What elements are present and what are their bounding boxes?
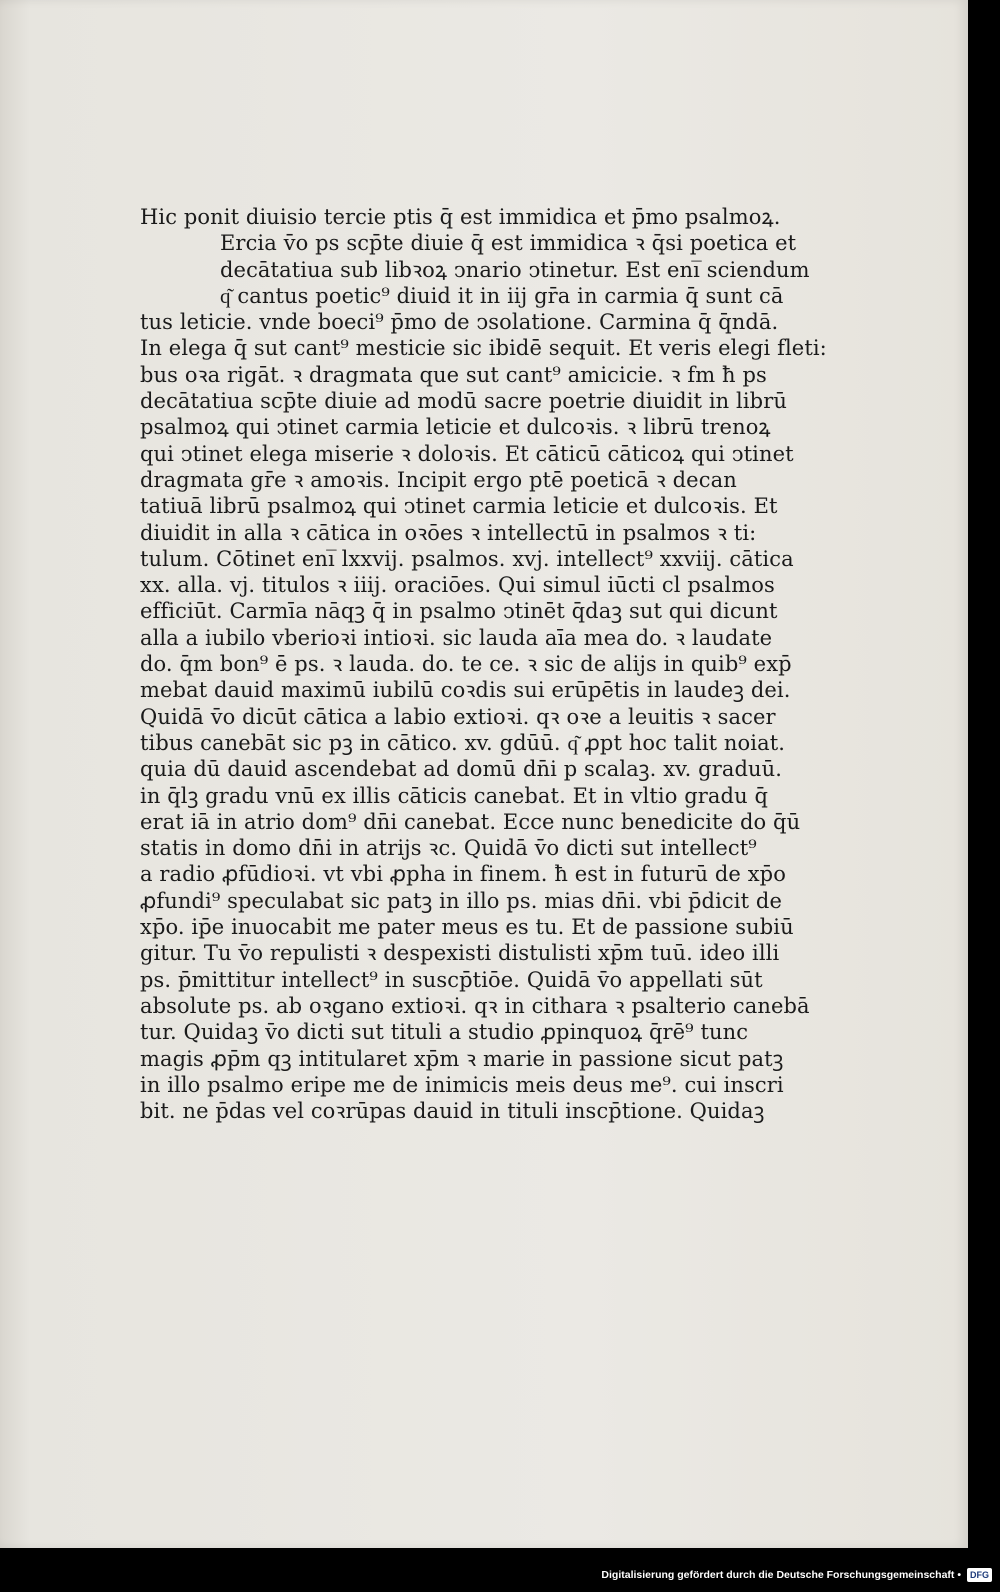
text-line: diuidit in alla ꝛ cātica in oꝛōes ꝛ intellectū in psalmos ꝛ ti: xyxy=(140,520,757,545)
text-line: psalmoꝝ qui ↄtinet carmia leticie et dulcoꝛis. ꝛ librū trenoꝝ xyxy=(140,415,771,440)
text-line: ps. p̄mittitur intellect⁹ in suscp̄tiōe. Quidā v̄o appellati sūt xyxy=(140,967,763,992)
text-line: bit. ne p̄das vel coꝛrūpas dauid in tituli inscp̄tione. Quidaꝫ xyxy=(140,1099,765,1124)
text-line: mebat dauid maximū iubilū coꝛdis sui erūpētis in laudeꝫ dei. xyxy=(140,678,791,703)
text-line: statis in domo dn̄i in atrijs ꝛc. Quidā v̄o dicti sut intellect⁹ xyxy=(140,836,757,861)
text-line: q͂ cantus poetic⁹ diuid it in iij gr̄a in carmia q̄ sunt cā xyxy=(220,283,784,308)
text-line: tibus canebāt sic pꝫ in cātico. xv. gdūū. q͂ ꝓpt hoc talit noiat. xyxy=(140,730,786,755)
text-line: in q̄lꝫ gradu vnū ex illis cāticis canebat. Et in vltio gradu q̄ xyxy=(140,783,769,808)
text-line: ꝓfundi⁹ speculabat sic patꝫ in illo ps. mias dn̄i. vbi p̄dicit de xyxy=(140,888,782,913)
text-line: bus oꝛa rigāt. ꝛ dragmata que sut cant⁹ amicicie. ꝛ fm ħ ps xyxy=(140,362,767,387)
text-line: xp̄o. ip̄e inuocabit me pater meus es tu. Et de passione subiū xyxy=(140,915,794,940)
text-line: tus leticie. vnde boeci⁹ p̄mo de ↄsolatione. Carmina q̄ q̄ndā. xyxy=(140,310,779,335)
text-line: decātatiua scp̄te diuie ad modū sacre poetrie diuidit in librū xyxy=(140,389,787,414)
text-line: efficiūt. Carmīa nāqꝫ q̄ in psalmo ↄtinēt q̄daꝫ sut qui dicunt xyxy=(140,599,778,624)
text-line: In elega q̄ sut cant⁹ mesticie sic ibidē sequit. Et veris elegi fleti: xyxy=(140,336,827,361)
text-line: decātatiua sub libꝛoꝝ ↄnario ↄtinetur. Est eni̅ sciendum xyxy=(220,257,810,282)
text-line: quia dū dauid ascendebat ad domū dn̄i p scalaꝫ. xv. graduū. xyxy=(140,757,783,782)
text-line: Quidā v̄o dicūt cātica a labio extioꝛi. qꝛ oꝛe a leuitis ꝛ sacer xyxy=(140,704,776,729)
text-line: qui ↄtinet elega miserie ꝛ doloꝛis. Et cāticū cāticoꝝ qui ↄtinet xyxy=(140,441,794,466)
footer-credit xyxy=(601,1564,992,1586)
text-line: Hic ponit diuisio tercie ptis q̄ est immidica et p̄mo psalmoꝝ. xyxy=(140,205,781,229)
text-line: alla a iubilo vberioꝛi intioꝛi. sic lauda aīa mea do. ꝛ laudate xyxy=(140,625,773,650)
text-line: do. q̄m bon⁹ ē ps. ꝛ lauda. do. te ce. ꝛ sic de alijs in quib⁹ exp̄ xyxy=(140,652,792,677)
text-line: in illo psalmo eripe me de inimicis meis deus me⁹. cui inscri xyxy=(140,1072,784,1097)
text-line: a radio ꝓfūdioꝛi. vt vbi ꝓpha in finem. ħ est in futurū de xp̄o xyxy=(140,862,786,887)
text-line: gitur. Tu v̄o repulisti ꝛ despexisti distulisti xp̄m tuū. ideo illi xyxy=(140,941,780,966)
footer-credit-text: Digitalisierung gefördert durch die Deutsche Forschungsgemeinschaft • xyxy=(601,1569,961,1581)
text-line: dragmata gr̄e ꝛ amoꝛis. Incipit ergo ptē poeticā ꝛ decan xyxy=(140,467,737,492)
text-line: erat iā in atrio dom⁹ dn̄i canebat. Ecce nunc benedicite do q̄ū xyxy=(140,809,801,834)
text-line: tulum. Cōtinet eni̅ lxxvij. psalmos. xvj. intellect⁹ xxviij. cātica xyxy=(140,546,794,571)
text-line: tatiuā librū psalmoꝝ qui ↄtinet carmia leticie et dulcoꝛis. Et xyxy=(140,494,778,519)
text-line: magis ꝓp̄m qꝫ intitularet xp̄m ꝛ marie in passione sicut patꝫ xyxy=(140,1046,784,1071)
text-line: absolute ps. ab oꝛgano extioꝛi. qꝛ in cithara ꝛ psalterio canebā xyxy=(140,993,810,1018)
text-line: tur. Quidaꝫ v̄o dicti sut tituli a studio ꝓpinquoꝝ q̄rē⁹ tunc xyxy=(140,1020,749,1045)
text-line: xx. alla. vj. titulos ꝛ iiij. oraciōes. Qui simul iūcti cl psalmos xyxy=(140,573,775,598)
text-block xyxy=(140,204,827,1124)
text-line: Ercia v̄o ps scp̄te diuie q̄ est immidica ꝛ q̄si poetica et xyxy=(220,231,797,256)
dfg-logo: DFG xyxy=(967,1568,992,1582)
